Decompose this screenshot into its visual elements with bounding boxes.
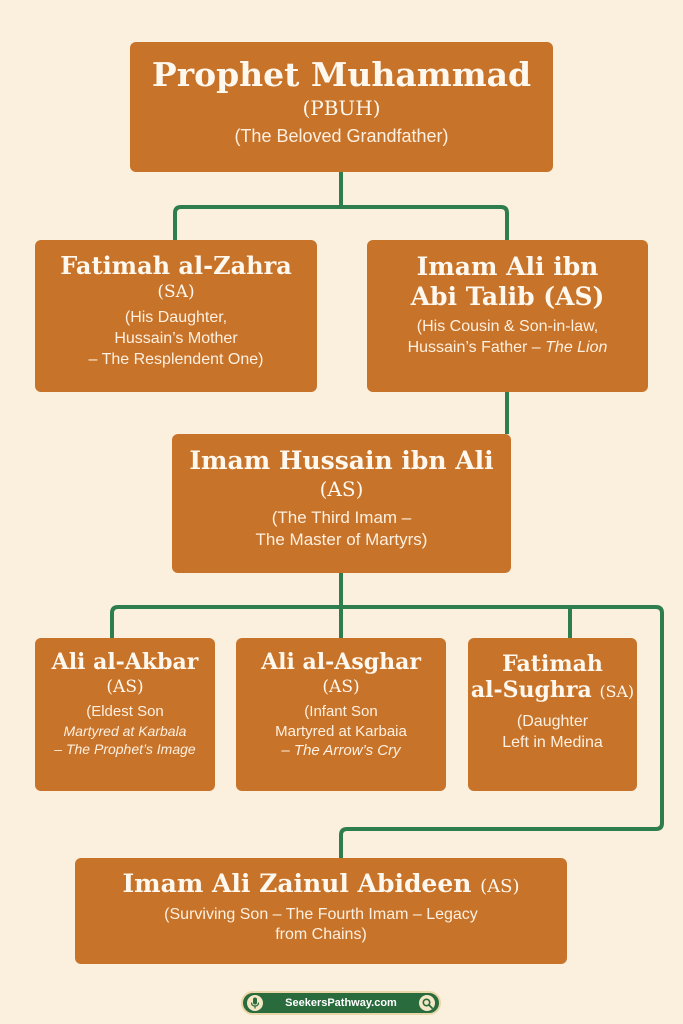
node-title-text: Imam Ali Zainul Abideen [122,869,472,898]
node-title-line [75,869,567,899]
node-description-plain: Hussain’s Father – [407,338,541,356]
node-description-line: (His Daughter, [124,309,228,327]
node-title: Fatimah al-Zahra [60,251,292,280]
node-description-italic: The Lion [545,338,608,356]
node-title-line [468,678,637,704]
node-honorific: (AS) [319,476,364,501]
node-description-line: (His Cousin & Son-in-law, [416,318,599,335]
microphone-icon [247,995,263,1011]
node-description-line: – The Resplendent One) [88,350,264,368]
node-description-line [367,338,648,359]
footer-site-link[interactable]: SeekersPathway.com [285,997,397,1009]
node-title-line: Abi Talib (AS) [410,281,605,311]
node-description-line: Hussain’s Mother [114,330,238,348]
node-description-line: The Master of Martyrs) [255,530,428,550]
node-honorific: (SA) [599,681,635,701]
node-description-line [236,741,446,761]
node-description: (The Beloved Grandfather) [234,125,449,146]
node-fatimah-al-zahra [35,240,317,392]
node-title: Imam Hussain ibn Ali [189,446,494,475]
node-ali-al-akbar [35,638,215,791]
node-imam-hussain-ibn-ali [172,434,511,573]
node-description-line: – The Prophet’s Image [54,740,196,757]
node-imam-ali-zainul-abideen [75,858,567,964]
node-description-italic: The Arrow’s Cry [293,742,401,759]
node-honorific: (PBUH) [302,95,381,120]
node-title: Ali al-Asghar [261,649,421,675]
node-title-text: al-Sughra [470,676,592,703]
node-description-line: (The Third Imam – [271,508,412,528]
node-honorific: (AS) [106,676,144,697]
node-ali-al-asghar [236,638,446,791]
node-description-line: (Surviving Son – The Fourth Imam – Legacy [164,905,478,923]
search-icon[interactable] [419,995,435,1011]
node-title-line: Fatimah [502,651,603,677]
node-description-line: from Chains) [275,926,367,944]
node-fatimah-al-sughra [468,638,637,791]
node-description-line: (Infant Son [304,703,378,720]
node-title: Ali al-Akbar [51,649,199,675]
footer-site-badge[interactable] [241,991,441,1015]
node-honorific: (SA) [157,282,195,303]
node-description-plain: – [281,742,290,759]
connector-prophet-to-parents [175,172,507,240]
node-description-line: Martyred at Karbaia [275,722,407,740]
node-description-line: (Daughter [516,712,589,730]
node-prophet-muhammad [130,42,553,172]
node-description-line: (Eldest Son [86,703,164,720]
node-honorific: (AS) [322,676,360,697]
node-title-line: Imam Ali ibn [416,252,599,281]
node-imam-ali-ibn-abi-talib [367,240,648,392]
node-description-line: Left in Medina [502,733,603,751]
node-honorific: (AS) [480,876,520,897]
node-title: Prophet Muhammad [151,55,532,94]
node-description-line: Martyred at Karbala [63,722,187,739]
